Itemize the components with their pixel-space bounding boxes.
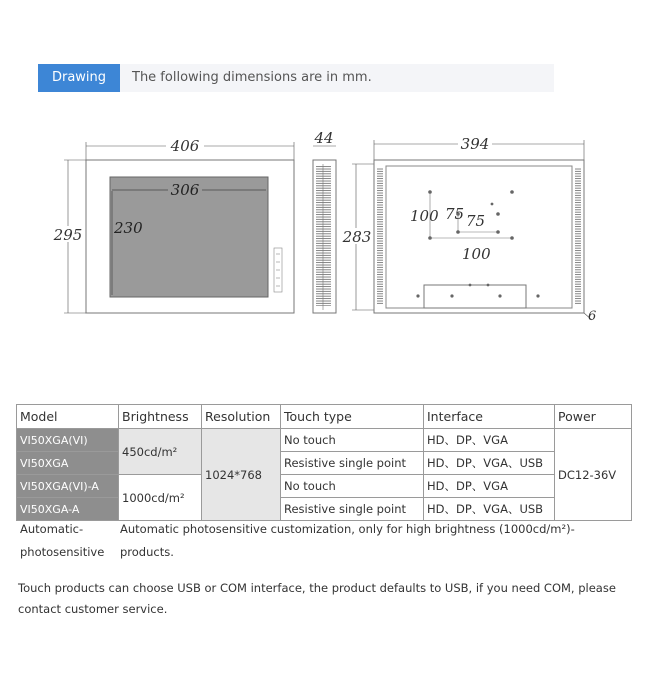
touch-cell: No touch — [281, 429, 424, 452]
brightness-cell: 1000cd/m² — [119, 475, 202, 521]
vesa-75-v-label: 75 — [445, 205, 465, 223]
units-note: The following dimensions are in mm. — [132, 70, 372, 85]
header-interface: Interface — [424, 405, 555, 429]
auto-label-line-2: photosensitive — [20, 545, 105, 559]
touch-cell: Resistive single point — [281, 498, 424, 521]
interface-cell: HD、DP、VGA、USB — [424, 452, 555, 475]
auto-text-line-2: products. — [120, 545, 174, 559]
auto-text-line-1: Automatic photosensitive customization, only for high brightness (1000cd/m²)- — [120, 522, 575, 536]
table-header-row — [17, 405, 632, 429]
interface-cell: HD、DP、VGA — [424, 429, 555, 452]
model-cell: VI50XGA-A — [17, 498, 119, 521]
power-cell: DC12-36V — [555, 429, 632, 521]
vesa-75-h-label: 75 — [466, 212, 486, 230]
header-touch-type: Touch type — [281, 405, 424, 429]
brightness-cell: 450cd/m² — [119, 429, 202, 475]
front-width-label: 406 — [170, 137, 200, 155]
touch-cell: No touch — [281, 475, 424, 498]
side-depth-label: 44 — [314, 129, 334, 147]
table-row — [17, 475, 632, 498]
front-view — [64, 142, 294, 313]
vesa-100-h-label: 100 — [462, 245, 491, 263]
screen-height-label: 230 — [114, 219, 143, 237]
front-height-label: 295 — [53, 226, 83, 244]
drawing-tag: Drawing — [38, 64, 120, 92]
spec-table — [16, 404, 632, 521]
header-brightness: Brightness — [119, 405, 202, 429]
model-cell: VI50XGA(VI) — [17, 429, 119, 452]
interface-cell: HD、DP、VGA、USB — [424, 498, 555, 521]
interface-cell: HD、DP、VGA — [424, 475, 555, 498]
table-row — [17, 452, 632, 475]
resolution-cell: 1024*768 — [202, 429, 281, 521]
back-width-label: 394 — [460, 135, 490, 153]
vesa-100-v-label: 100 — [410, 207, 439, 225]
header-model: Model — [17, 405, 119, 429]
dimension-drawing — [0, 120, 650, 330]
side-view — [313, 146, 336, 313]
header-resolution: Resolution — [202, 405, 281, 429]
section-header — [38, 64, 554, 92]
back-view — [352, 140, 592, 320]
auto-description — [120, 518, 610, 564]
model-cell: VI50XGA — [17, 452, 119, 475]
auto-label-line-1: Automatic- — [20, 522, 84, 536]
interface-note: Touch products can choose USB or COM interface, the product defaults to USB, if you need COM, please contact customer service. — [18, 581, 616, 616]
auto-label — [20, 518, 104, 564]
edge-thickness-label: 6 — [588, 309, 597, 324]
model-cell: VI50XGA(VI)-A — [17, 475, 119, 498]
back-height-label: 283 — [342, 228, 372, 246]
header-power: Power — [555, 405, 632, 429]
screen-width-label: 306 — [170, 181, 200, 199]
touch-cell: Resistive single point — [281, 452, 424, 475]
table-row — [17, 429, 632, 452]
